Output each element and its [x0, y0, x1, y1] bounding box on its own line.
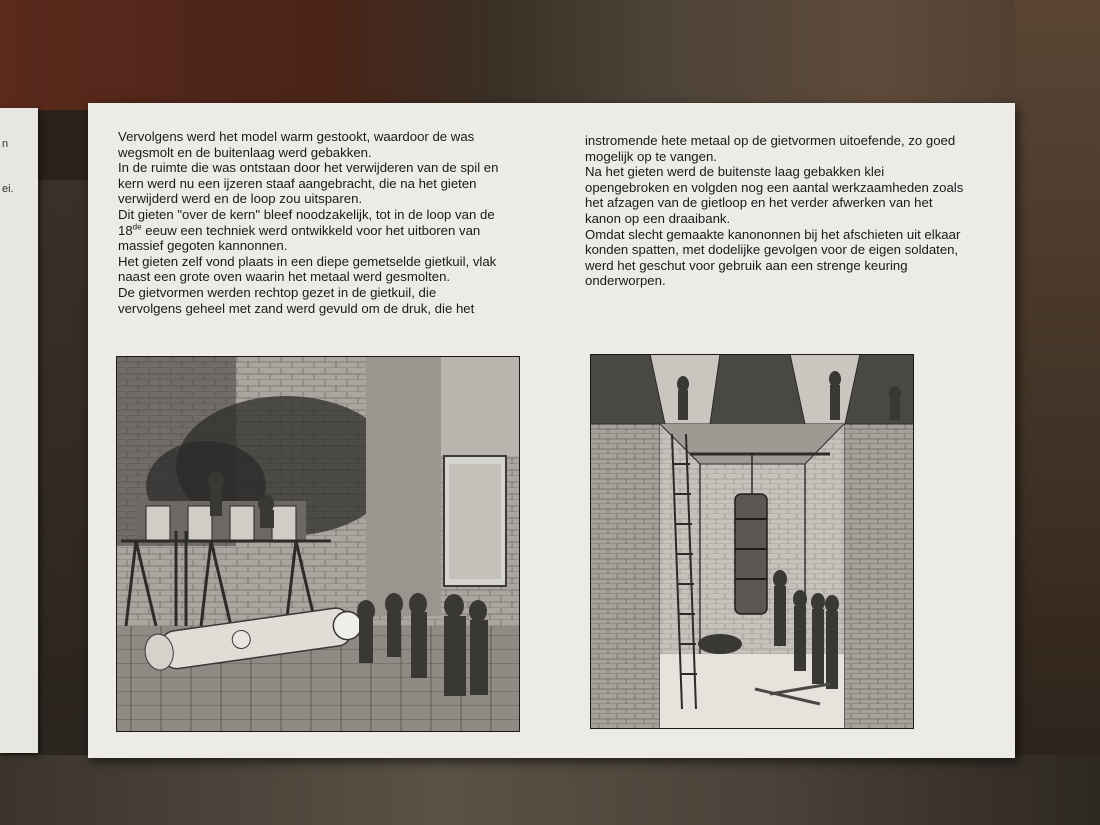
text-line: mogelijk op te vangen. — [585, 148, 717, 164]
text-line: massief gegoten kannonnen. — [118, 238, 288, 254]
neighbor-text-fragment: n — [2, 138, 9, 150]
century-number: 18 — [118, 222, 133, 238]
background-cannon-barrel — [1015, 0, 1100, 825]
text-line: Omdat slecht gemaakte kanononnen bij het afschieten uit elkaar — [585, 226, 961, 242]
neighbor-info-panel — [0, 108, 38, 753]
text-fragment: eeuw een techniek werd ontwikkeld voor het uitboren van — [141, 222, 481, 238]
text-line: opengebroken en volgden nog een aantal werkzaamheden zoals — [585, 179, 964, 195]
text-line: naast een grote oven waarin het metaal werd gesmolten. — [118, 269, 451, 285]
engraving-foundry-cannon — [116, 356, 520, 732]
background-floor — [0, 755, 1100, 825]
background-wall-top — [0, 0, 1100, 110]
text-line: onderworpen. — [585, 273, 666, 289]
text-line: Na het gieten werd de buitenste laag gebakken klei — [585, 164, 885, 180]
text-line: kern werd nu een ijzeren staaf aangebracht, die na het gieten — [118, 175, 477, 191]
text-line: Vervolgens werd het model warm gestookt, waardoor de was — [118, 129, 475, 144]
ordinal-suffix: de — [132, 222, 142, 232]
text-line: vervolgens geheel met zand werd gevuld om de druk, die het — [118, 300, 475, 316]
neighbor-text-fragment: ei. — [2, 183, 14, 195]
text-line: wegsmolt en de buitenlaag werd gebakken. — [118, 144, 372, 160]
engraving-casting-pit — [590, 354, 914, 729]
info-panel — [88, 103, 1015, 758]
text-column-right — [585, 133, 1005, 289]
text-line: Het gieten zelf vond plaats in een diepe gemetselde gietkuil, vlak — [118, 253, 497, 269]
text-column-left — [118, 129, 538, 316]
text-line: verwijderd werd en de loop zou uitsparen. — [118, 191, 363, 207]
text-line: kanon op een draaibank. — [585, 210, 731, 226]
text-line: In de ruimte die was ontstaan door het verwijderen van de spil en — [118, 160, 499, 176]
text-line: Dit gieten "over de kern" bleef noodzakelijk, tot in de loop van de — [118, 206, 495, 222]
text-line: werd het geschut voor gebruik aan een strenge keuring — [585, 257, 908, 273]
text-line: De gietvormen werden rechtop gezet in de gietkuil, die — [118, 284, 437, 300]
text-line — [118, 223, 538, 239]
text-line: konden spatten, met dodelijke gevolgen voor de eigen soldaten, — [585, 242, 959, 258]
text-line: instromende hete metaal op de gietvormen uitoefende, zo goed — [585, 133, 956, 148]
text-line: het afzagen van de gietloop en het verder afwerken van het — [585, 195, 933, 211]
